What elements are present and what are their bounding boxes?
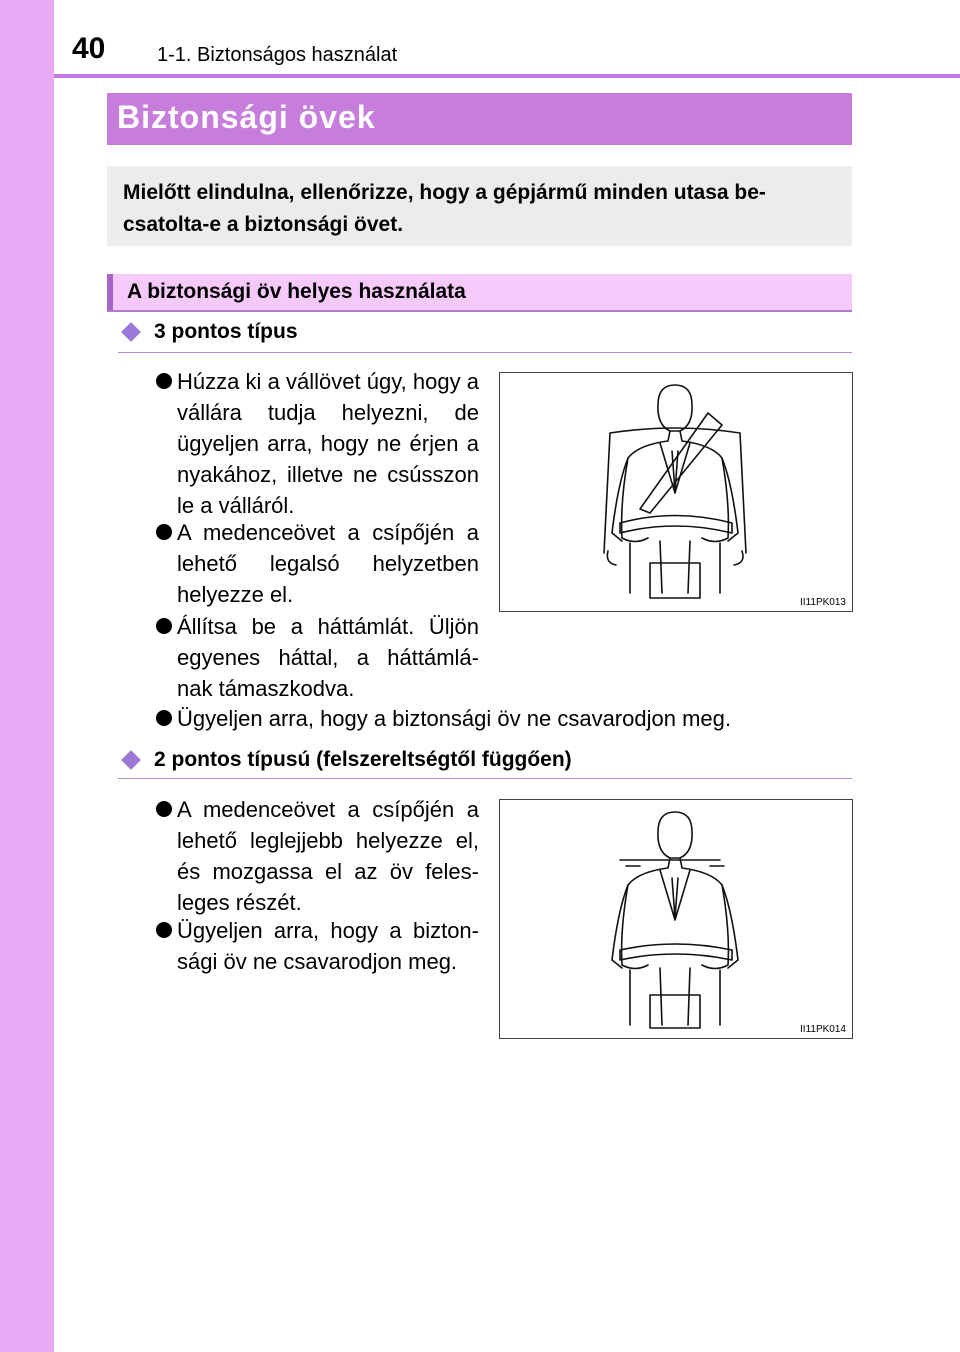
intro-box: [107, 166, 852, 246]
bullet-text: Húzza ki a vállövet úgy, hogy a vállára tudja helyezni, de ügyeljen arra, hogy ne érjen a nyakához, illetve ne csússzon le a válláról.: [177, 369, 479, 518]
subheading-three-point: [118, 320, 298, 344]
subheading-rule: [118, 778, 852, 779]
bullet-icon: [156, 801, 172, 817]
side-strip: [0, 0, 54, 1352]
header-rule: [54, 74, 960, 78]
page-title: Biztonsági övek: [117, 99, 376, 135]
bullet-item: [156, 517, 479, 610]
bullet-icon: [156, 373, 172, 389]
section-heading: A biztonsági öv helyes használata: [127, 280, 466, 303]
bullet-text: A medenceövet a csípőjén a lehető leglejjebb helyezze el, és mozgassa el az öv feles- leges részét.: [177, 797, 479, 915]
section-heading-bar: [107, 274, 852, 312]
page-title-band: [107, 93, 852, 145]
bullet-item: [156, 794, 479, 918]
subheading-two-point: [118, 748, 572, 772]
figure-code: II11PK013: [800, 597, 846, 608]
bullet-icon: [156, 618, 172, 634]
illustration-seated-person-two-point-belt: [500, 800, 852, 1038]
bullet-text: A medenceövet a csípőjén a lehető legalsó helyzetben helyezze el.: [177, 520, 479, 607]
figure-three-point-belt: [499, 372, 853, 612]
page-number: 40: [72, 32, 106, 65]
bullet-item: [156, 611, 479, 704]
subheading-two-point-label: 2 pontos típusú (felszereltségtől függően): [154, 748, 572, 771]
header-section-title: 1-1. Biztonságos használat: [157, 44, 398, 66]
bullet-icon: [156, 922, 172, 938]
bullet-item: [156, 915, 479, 977]
bullet-icon: [156, 524, 172, 540]
intro-text: Mielőtt elindulna, ellenőrizze, hogy a gépjármű minden utasa be- csatolta-e a biztonsági övet.: [123, 181, 766, 236]
subheading-rule: [118, 352, 852, 353]
bullet-item: [156, 366, 479, 521]
diamond-icon: [121, 322, 141, 342]
subheading-three-point-label: 3 pontos típus: [154, 320, 298, 343]
figure-code: II11PK014: [800, 1024, 846, 1035]
bullet-icon: [156, 710, 172, 726]
bullet-text: Ügyeljen arra, hogy a biztonsági öv ne csavarodjon meg.: [177, 706, 731, 731]
bullet-item: [156, 703, 836, 734]
figure-two-point-belt: [499, 799, 853, 1039]
diamond-icon: [121, 750, 141, 770]
bullet-text: Ügyeljen arra, hogy a bizton- sági öv ne csavarodjon meg.: [177, 918, 479, 974]
bullet-text: Állítsa be a háttámlát. Üljön egyenes háttal, a háttámlá- nak támaszkodva.: [177, 614, 479, 701]
illustration-seated-person-three-point-belt: [500, 373, 852, 611]
